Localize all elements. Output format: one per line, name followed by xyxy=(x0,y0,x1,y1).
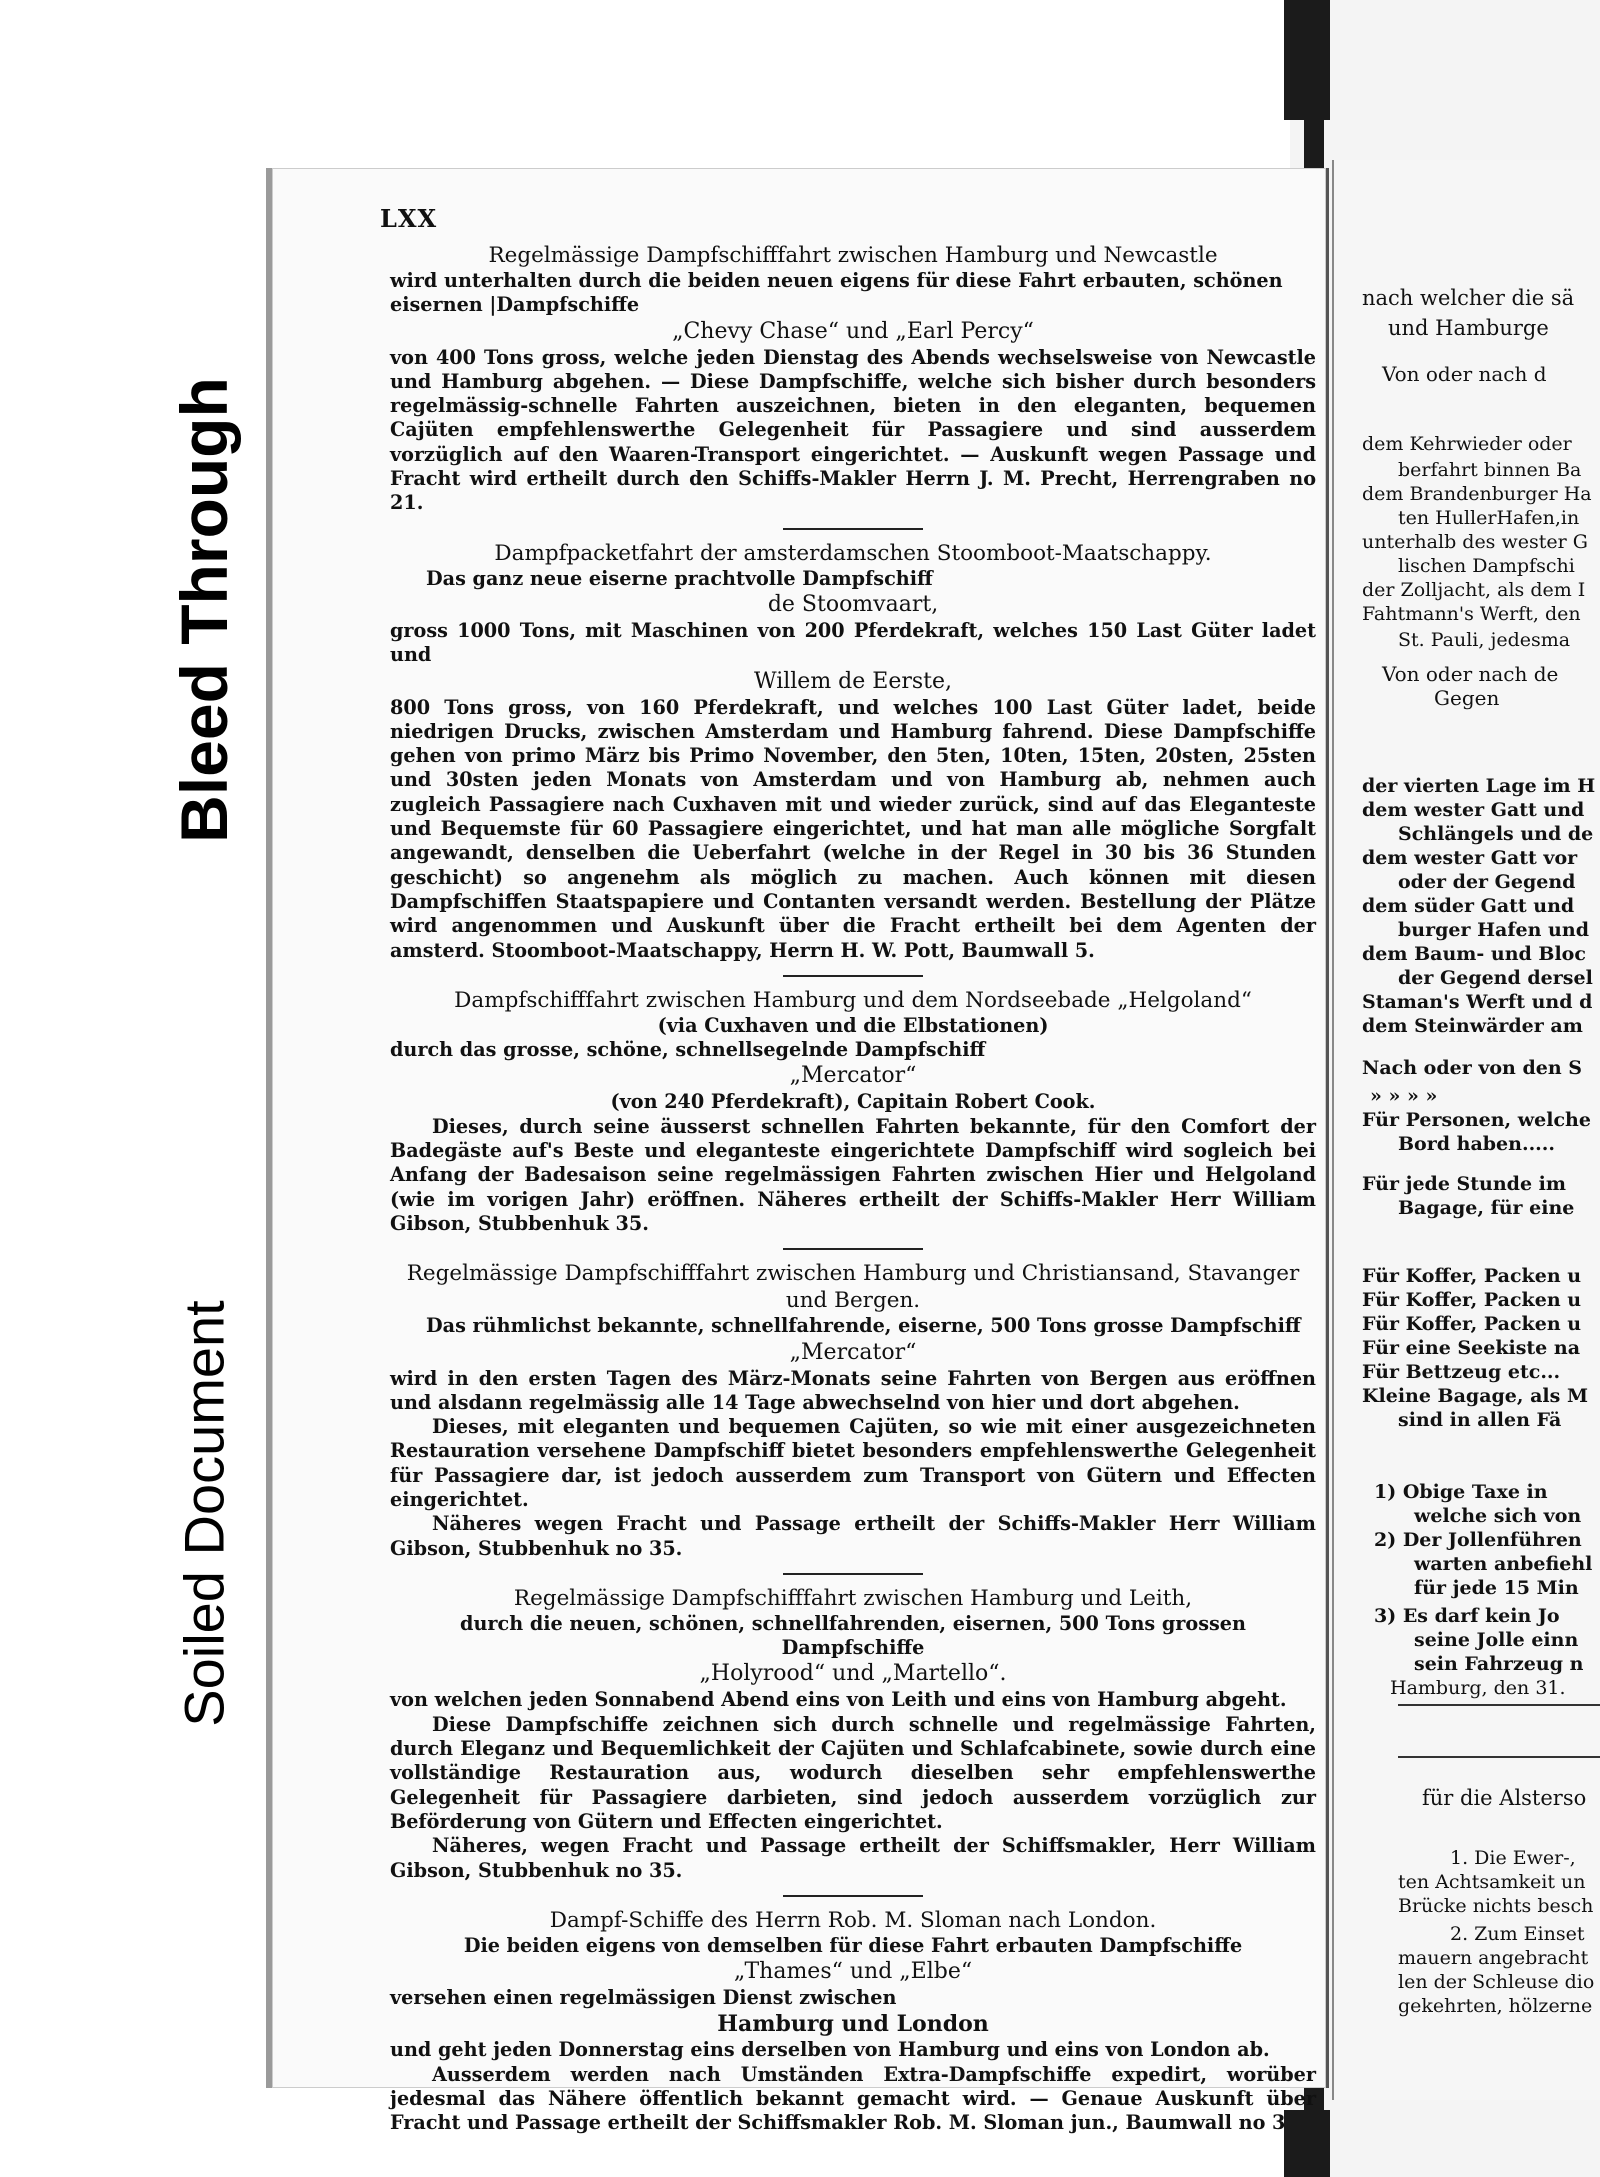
watermark-label-bottom xyxy=(138,1216,270,1810)
right-page-line: Für Koffer, Packen u xyxy=(1362,1289,1582,1311)
section-body-3: Näheres wegen Fracht und Passage ertheilt der Schiffs-Makler Herr William Gibson, Stubbenhuk no 35. xyxy=(390,1512,1316,1560)
section-body: wird in den ersten Tagen des März-Monats seine Fahrten von Bergen aus eröffnen und alsdann regelmässig alle 14 Tage abwechselnd von hier und dort abgehen. xyxy=(390,1366,1316,1414)
right-page-line: len der Schleuse dio xyxy=(1398,1971,1595,1993)
ship-name: de Stoomvaart, xyxy=(767,591,939,617)
right-page-line: dem Kehrwieder oder xyxy=(1362,433,1572,455)
left-page xyxy=(266,168,1329,2135)
text-column xyxy=(390,242,1316,2136)
right-page-line: dem Steinwärder am xyxy=(1362,1015,1583,1037)
section-body: 800 Tons gross, von 160 Pferdekraft, und welches 100 Last Güter ladet, beide niedrigen Drucks, zwischen Amsterdam und Hamburg fahrend. Diese Dampfschiffe gehen von primo März bis Primo November, den 5ten, 10ten, 15ten, 20sten, 25sten und 30sten jeden Monats von Amsterdam und von Hamburg ab, nehmen auch zugleich Passagiere nach Cuxhaven mit und wieder zurück, sind auf das Eleganteste und Bequemste für 60 Passagiere eingerichtet, und hat man alle mögliche Sorgfalt angewandt, denselben die Ueberfahrt (welche in der Regel in 30 bis 36 Stunden geschicht) so angenehm als möglich zu machen. Auch können mit diesen Dampfschiffen Staatspapiere und Contanten versandt werden. Bestellung der Plätze wird angenommen und Auskunft über die Fracht ertheilt bei dem Agenten der amsterd. Stoomboot-Maatschappy, Herrn H. W. Pott, Baumwall 5. xyxy=(390,695,1316,962)
right-page-line: Für Personen, welche xyxy=(1362,1109,1591,1131)
right-page-line: Für Koffer, Packen u xyxy=(1362,1265,1582,1287)
right-page-line: Von oder nach d xyxy=(1382,362,1547,386)
section-line-2: und geht jeden Donnerstag eins derselben von Hamburg und eins von London ab. xyxy=(390,2038,1270,2062)
section-intro: durch die neuen, schönen, schnellfahrenden, eisernen, 500 Tons grossen Dampfschiffe xyxy=(460,1611,1246,1660)
right-page-line: 2. Zum Einset xyxy=(1450,1923,1585,1945)
section-amsterdam xyxy=(390,540,1316,963)
ship-names: „Thames“ und „Elbe“ xyxy=(733,1959,973,1985)
right-page-line: Kleine Bagage, als M xyxy=(1362,1385,1588,1407)
right-page-line: dem süder Gatt und xyxy=(1362,895,1575,917)
right-page-line: Von oder nach de xyxy=(1382,662,1559,686)
section-divider xyxy=(783,1895,923,1897)
right-page-line: ten HullerHafen,in xyxy=(1398,507,1580,529)
right-page-line: welche sich von xyxy=(1414,1505,1582,1527)
section-divider xyxy=(783,528,923,530)
right-page-line: Hamburg, den 31. xyxy=(1390,1677,1566,1699)
section-line: von welchen jeden Sonnabend Abend eins von Leith und eins von Hamburg abgeht. xyxy=(390,1688,1287,1712)
right-page-line: der Gegend dersel xyxy=(1398,967,1593,989)
binding-strip-top xyxy=(1284,0,1330,120)
section-leith xyxy=(390,1585,1316,1883)
right-page-line: dem Brandenburger Ha xyxy=(1362,483,1592,505)
right-page-line: für jede 15 Min xyxy=(1414,1577,1579,1599)
section-body: Diese Dampfschiffe zeichnen sich durch schnelle und regelmässige Fahrten, durch Eleganz und Bequemlichkeit der Cajüten und Schlafcabinete, sowie durch eine vollständige Restauration aus, wodurch dieselben sehr empfehlenswerthe Gelegenheit für Passagiere darbieten, sind jedoch ausserdem vorzüglich zur Beförderung von Gütern und Effecten eingerichtet. xyxy=(390,1712,1316,1833)
page-number: LXX xyxy=(380,204,438,233)
section-body-2: Dieses, mit eleganten und bequemen Cajüten, so wie mit einer ausgezeichneten Restauration versehene Dampfschiff bietet besonders empfehlenswerthe Gelegenheit für Passagiere dar, ist jedoch ausserdem zum Transport von Gütern und Effecten eingerichtet. xyxy=(390,1415,1316,1511)
ship-names: „Holyrood“ und „Martello“. xyxy=(699,1661,1007,1687)
section-body: von 400 Tons gross, welche jeden Dienstag des Abends wechselsweise von Newcastle und Hamburg abgehen. — Diese Dampfschiffe, welche sich bisher durch besonders regelmässig-schnelle Fahrten auszeichnen, bieten in den eleganten, bequemen Cajüten empfehlenswerthe Gelegenheit für Passagiere und sind ausserdem vorzüglich auf den Waaren-Transport eingerichtet. — Auskunft wegen Passage und Fracht wird ertheilt durch den Schiffs-Makler Herrn J. M. Precht, Herrengraben no 21. xyxy=(390,345,1316,515)
right-page-line: seine Jolle einn xyxy=(1414,1629,1579,1651)
ship-name: Willem de Eerste, xyxy=(753,668,953,694)
right-page-line: Schlängels und de xyxy=(1398,823,1594,845)
section-intro: Das rühmlichst bekannte, schnellfahrende, eiserne, 500 Tons grosse Dampfschiff xyxy=(426,1314,1301,1338)
right-page-line: Für Bettzeug etc... xyxy=(1362,1361,1561,1383)
right-page-line: Nach oder von den S xyxy=(1362,1057,1583,1079)
section-heading: Regelmässige Dampfschifffahrt zwischen Hamburg und Newcastle xyxy=(488,243,1218,268)
right-page-line: 2) Der Jollenführen xyxy=(1374,1529,1582,1551)
right-page-line: und Hamburge xyxy=(1388,316,1549,340)
section-heading-cont: und Bergen. xyxy=(785,1288,921,1314)
section-heading: Regelmässige Dampfschifffahrt zwischen Hamburg und Leith, xyxy=(513,1585,1193,1611)
right-page xyxy=(1332,160,1600,2100)
watermark-text-bottom: Soiled Document xyxy=(172,1299,236,1727)
ship-names: „Chevy Chase“ und „Earl Percy“ xyxy=(672,318,1034,344)
right-page-line: dem Baum- und Bloc xyxy=(1362,943,1586,965)
right-page-line: ten Achtsamkeit un xyxy=(1398,1871,1586,1893)
right-page-line: Bord haben..... xyxy=(1398,1133,1556,1155)
section-line: versehen einen regelmässigen Dienst zwischen xyxy=(390,1986,897,2010)
right-page-line: dem wester Gatt und xyxy=(1362,799,1585,821)
section-body: Ausserdem werden nach Umständen Extra-Dampfschiffe expedirt, worüber jedesmal das Nähere öffentlich bekannt gemacht wird. — Genaue Auskunft über Fracht und Passage ertheilt der Schiffsmakler Rob. M. Sloman jun., Baumwall no 3 xyxy=(390,2062,1316,2135)
right-page-line: 1) Obige Taxe in xyxy=(1374,1481,1548,1503)
right-page-line: nach welcher die sä xyxy=(1362,286,1575,310)
section-body: Dieses, durch seine äusserst schnellen Fahrten bekannte, für den Comfort der Badegäste auf's Beste und eleganteste eingerichtete Dampfschiff wird sogleich bei Anfang der Badesaison seine regelmässigen Fahrten zwischen Hier und Helgoland (wie im vorigen Jahr) eröffnen. Näheres ertheilt der Schiffs-Makler Herr William Gibson, Stubbenhuk 35. xyxy=(390,1114,1316,1235)
right-page-line: 1. Die Ewer-, xyxy=(1450,1847,1576,1869)
section-heading: Dampfpacketfahrt der amsterdamschen Stoomboot-Maatschappy. xyxy=(494,540,1212,566)
section-london xyxy=(390,1907,1316,2136)
ship-name: „Mercator“ xyxy=(789,1063,917,1089)
section-intro: wird unterhalten durch die beiden neuen eigens für diese Fahrt erbauten, schönen eisernen |Dampfschiffe xyxy=(390,269,1283,317)
right-page-line: Staman's Werft und d xyxy=(1362,991,1593,1013)
section-body-2: Näheres, wegen Fracht und Passage ertheilt der Schiffsmakler, Herr William Gibson, Stubbenhuk no 35. xyxy=(390,1834,1316,1882)
watermark-label-top xyxy=(138,312,270,908)
right-page-line: Für eine Seekiste na xyxy=(1362,1337,1580,1359)
section-subheading: (via Cuxhaven und die Elbstationen) xyxy=(657,1013,1049,1037)
right-page-line: » » » » xyxy=(1370,1085,1438,1107)
right-page-line: gekehrten, hölzerne xyxy=(1398,1995,1593,2017)
route-line: Hamburg und London xyxy=(717,2011,989,2038)
ship-name: „Mercator“ xyxy=(789,1339,917,1365)
right-page-divider xyxy=(1398,1756,1600,1758)
section-heading: Regelmässige Dampfschifffahrt zwischen Hamburg und Christiansand, Stavanger xyxy=(406,1261,1300,1287)
right-page-line: warten anbefiehl xyxy=(1414,1553,1593,1575)
right-page-line: der Zolljacht, als dem I xyxy=(1362,579,1586,601)
section-helgoland xyxy=(390,987,1316,1236)
right-page-line: Gegen xyxy=(1434,686,1500,710)
page-content xyxy=(272,168,1326,2135)
right-page-line: 3) Es darf kein Jo xyxy=(1374,1605,1560,1627)
section-divider xyxy=(783,1573,923,1575)
right-page-line: sind in allen Fä xyxy=(1398,1409,1562,1431)
section-heading: Dampfschifffahrt zwischen Hamburg und dem Nordseebade „Helgoland“ xyxy=(454,987,1252,1013)
right-page-line: oder der Gegend xyxy=(1398,871,1576,893)
section-divider xyxy=(783,1248,923,1250)
captain-line: (von 240 Pferdekraft), Capitain Robert Cook. xyxy=(610,1090,1096,1114)
right-page-line: Für jede Stunde im xyxy=(1362,1173,1566,1195)
section-intro: Das ganz neue eiserne prachtvolle Dampfschiff xyxy=(426,566,933,590)
right-page-line: lischen Dampfschi xyxy=(1398,555,1575,577)
right-page-divider xyxy=(1398,1704,1600,1706)
section-newcastle xyxy=(390,242,1316,516)
right-page-line: der vierten Lage im H xyxy=(1362,775,1596,797)
right-page-line: Für Koffer, Packen u xyxy=(1362,1313,1582,1335)
section-christiansand xyxy=(390,1260,1316,1561)
right-page-line: sein Fahrzeug n xyxy=(1414,1653,1584,1675)
right-page-line: St. Pauli, jedesma xyxy=(1398,629,1571,651)
section-intro: Die beiden eigens von demselben für diese Fahrt erbauten Dampfschiffe xyxy=(463,1933,1243,1957)
watermark-text-top: Bleed Through xyxy=(167,377,241,843)
right-page-line: burger Hafen und xyxy=(1398,919,1589,941)
right-page-line: dem wester Gatt vor xyxy=(1362,847,1578,869)
right-page-line: unterhalb des wester G xyxy=(1362,531,1588,553)
section-divider xyxy=(783,975,923,977)
section-heading: Dampf-Schiffe des Herrn Rob. M. Sloman nach London. xyxy=(549,1907,1157,1933)
right-page-line: für die Alsterso xyxy=(1422,1786,1587,1810)
right-page-line: Fahtmann's Werft, den xyxy=(1362,603,1581,625)
right-page-line: berfahrt binnen Ba xyxy=(1398,459,1582,481)
right-page-line: Bagage, für eine xyxy=(1398,1197,1575,1219)
section-line: gross 1000 Tons, mit Maschinen von 200 Pferdekraft, welches 150 Last Güter ladet und xyxy=(390,618,1316,667)
right-page-line: Brücke nichts besch xyxy=(1398,1895,1594,1917)
section-intro: durch das grosse, schöne, schnellsegelnde Dampfschiff xyxy=(390,1038,986,1062)
right-page-line: mauern angebracht xyxy=(1398,1947,1589,1969)
